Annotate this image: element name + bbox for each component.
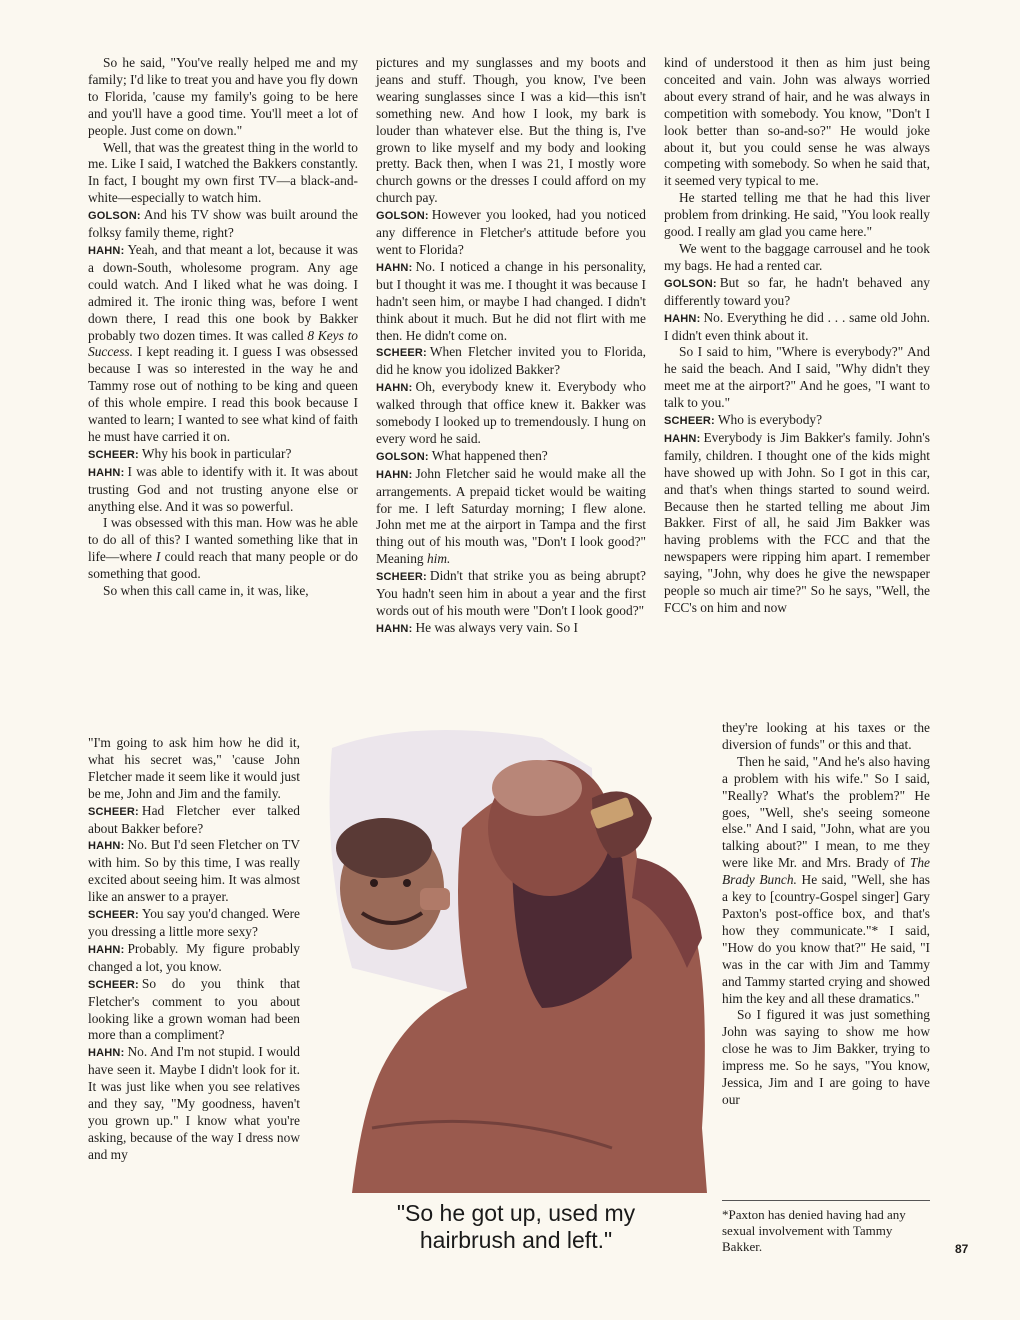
reflection-eye — [403, 879, 411, 887]
speaker-label: HAHN: — [376, 622, 413, 635]
paragraph: they're looking at his taxes or the diversion of funds" or this and that. — [722, 720, 930, 752]
question-text: You say you'd changed. Were you dressing a little more sexy? — [88, 906, 300, 939]
interview-answer — [88, 1044, 300, 1163]
interview-question — [376, 207, 646, 259]
question-text: Didn't that strike you as being abrupt? You hadn't seen him in about a year and the first words out of his mouth were "Don't I look good?" — [376, 568, 646, 618]
paragraph — [88, 515, 358, 583]
interview-answer — [376, 259, 646, 345]
interview-answer — [88, 242, 358, 446]
answer-text: He was always very vain. So I — [415, 619, 578, 635]
question-text: Why his book in particular? — [141, 445, 292, 461]
paragraph: So I figured it was just something John was saying to show me how close he was to Jim Bakker, trying to impress me. So he says, "You know, Jessica, Jim and I are going to have our — [722, 1007, 930, 1107]
paragraph: pictures and my sunglasses and my boots and jeans and stuff. Though, you know, I've been wearing sunglasses since I was a kid—this isn't something new. And how I look, my bark is louder than whatever else. But the thing is, I've grown to like myself and my body and looking pretty. Back then, when I was 21, I mostly wore church gowns or the dresses I could afford on my church pay. — [376, 55, 646, 206]
text: could reach that many people or do something that good. — [88, 549, 358, 582]
paragraph: So he said, "You've really helped me and my family; I'd like to treat you and have you fly down to Florida, 'cause my family's going to be here and you'll have a good time. You'll meet a lot of people. Just come on down." — [88, 55, 358, 138]
answer-text: John Fletcher said he would make all the arrangements. A prepaid ticket would be waiting for me. I left Saturday morning; I flew alone. John met me at the airport in Tampa and the first thing out of his mouth was, "Don't I look good?" Meaning — [376, 465, 646, 567]
reflection-hand — [420, 888, 450, 910]
speaker-label: HAHN: — [88, 244, 125, 257]
speaker-label: SCHEER: — [376, 571, 427, 584]
interview-question — [664, 412, 930, 430]
paragraph — [722, 754, 930, 1008]
speaker-label: SCHEER: — [88, 909, 139, 922]
interview-answer — [376, 620, 646, 638]
interview-question — [88, 803, 300, 838]
interview-answer — [88, 941, 300, 976]
text: Then he said, "And he's also having a problem with his wife." So I said, "Really? What's the problem?" He goes, "Well, she's seeing someone else." And I said, "John, what are you talking about?" I mean, to me they were like Mr. and Mrs. Brady of — [722, 753, 930, 871]
answer-text: Probably. My figure probably changed a lot, you know. — [88, 940, 300, 974]
interview-answer — [664, 310, 930, 345]
speaker-label: SCHEER: — [88, 978, 139, 991]
paragraph: We went to the baggage carrousel and he took my bags. He had a rented car. — [664, 240, 930, 273]
speaker-label: HAHN: — [88, 840, 125, 853]
interview-question — [88, 976, 300, 1045]
interview-answer — [88, 464, 358, 516]
column-3-continued — [722, 720, 930, 1109]
answer-text: No. Everything he did . . . same old John. I didn't even think about it. — [664, 309, 930, 343]
question-text: So do you think that Fletcher's comment to you about looking like a grown woman had been more than a compliment? — [88, 975, 300, 1043]
shaving-illustration — [292, 708, 720, 1193]
speaker-label: GOLSON: — [664, 277, 717, 290]
question-text: And his TV show was built around the folksy family theme, right? — [88, 207, 358, 241]
column-3 — [664, 55, 930, 617]
paragraph: So I said to him, "Where is everybody?" And he said the beach. And I said, "Why didn't they meet me at the airport?" And he goes, "I want to talk to you." — [664, 344, 930, 411]
answer-text: Oh, everybody knew it. Everybody who walked through that office knew it. Bakker was somebody I looked up to tremendously. I hung on every word he said. — [376, 379, 646, 446]
interview-question — [376, 344, 646, 379]
speaker-label: HAHN: — [376, 468, 413, 481]
question-text: When Fletcher invited you to Florida, did he know you idolized Bakker? — [376, 344, 646, 378]
answer-text: No. But I'd seen Fletcher on TV with him. So by this time, I was really excited about seeing him. It was almost like an answer to a prayer. — [88, 837, 300, 905]
speaker-label: GOLSON: — [376, 210, 429, 223]
interview-answer — [376, 466, 646, 568]
speaker-label: SCHEER: — [664, 415, 715, 428]
speaker-label: HAHN: — [88, 1047, 125, 1060]
paragraph: Well, that was the greatest thing in the world to me. Like I said, I watched the Bakkers constantly. In fact, I bought my own first TV—a black-and-white—especially to watch him. — [88, 139, 358, 206]
man-head-highlight — [492, 760, 582, 816]
text: He said, "Well, she has a key to [country-Gospel singer] Gary Paxton's post-office box, and that's how they communicate."* I said, "How do you know that?" He said, "I was in the car with Jim and Tammy and Tammy started crying and showed him the key and all these dramatics." — [722, 872, 930, 1006]
speaker-label: GOLSON: — [88, 210, 141, 223]
speaker-label: HAHN: — [376, 382, 413, 395]
answer-text: No. And I'm not stupid. I would have seen it. Maybe I didn't look for it. It was just like when you see relatives and they say, "My goodness, haven't you grown up." I know what you're asking, because of the way I dress now and my — [88, 1044, 300, 1162]
speaker-label: SCHEER: — [376, 347, 427, 360]
show-title: The Brady Bunch. — [722, 855, 930, 888]
answer-text: Yeah, and that meant a lot, because it was a down-South, wholesome program. Any age could watch. And I liked what he was doing. I admired it. The ironic thing was, before I went down there, I read this one book by Bakker probably two dozen times. It was called — [88, 241, 358, 343]
answer-text: I kept reading it. I guess I was obsessed because I was so interested in the way he and Tammy rose out of nothing to be king and queen of this whole empire. I read this book because I wanted to learn; I wanted to see what kind of faith he must have carried it on. — [88, 344, 358, 444]
interview-question — [88, 906, 300, 941]
speaker-label: GOLSON: — [376, 450, 429, 463]
interview-question — [376, 568, 646, 620]
emphasis: him. — [426, 551, 451, 567]
interview-answer — [664, 430, 930, 617]
speaker-label: SCHEER: — [88, 448, 139, 461]
interview-question — [88, 446, 358, 464]
paragraph: So when this call came in, it was, like, — [103, 583, 309, 599]
speaker-label: HAHN: — [376, 261, 413, 274]
reflection-hair — [336, 818, 432, 878]
answer-text: No. I noticed a change in his personality, but I thought it was me. I thought it was because I hadn't seen him, or maybe I had changed. I didn't think about it much. But he did not flirt with me then. He didn't come on. — [376, 258, 646, 343]
question-text: Who is everybody? — [717, 412, 823, 428]
interview-answer — [376, 379, 646, 448]
answer-text: Everybody is Jim Bakker's family. John's family, children. I thought one of the kids might have showed up with John. So I got in this car, and that's when things started to sound weird. Because then he started telling me about Jim Bakker. First of all, he said Jim Bakker was having problems with the FCC and that the newspapers were ripping him apart. I remember saying, "John, why does he give the newspaper people so much air time?" So he says, "Well, the FCC's on him and now — [664, 429, 930, 615]
question-text: But so far, he hadn't behaved any differently toward you? — [664, 274, 930, 308]
column-1 — [88, 55, 358, 600]
reflection-eye — [370, 879, 378, 887]
column-2 — [376, 55, 646, 638]
paragraph: kind of understood it then as him just being conceited and vain. John was always worried about every strand of hair, and he was always in competition with somebody. You know, "Don't I look better than so-and-so?" He would joke about it, but you could sense he was always competing with somebody. So when he said that, it seemed very typical to me. — [664, 55, 930, 189]
answer-text: I was able to identify with it. It was about trusting God and not trusting anyone else or anything else. And it was so powerful. — [88, 463, 358, 514]
emphasis: I — [156, 549, 161, 565]
speaker-label: HAHN: — [88, 943, 125, 956]
question-text: Had Fletcher ever talked about Bakker before? — [88, 802, 300, 836]
interview-question — [664, 275, 930, 310]
column-1-continued — [88, 735, 300, 1164]
question-text: However you looked, had you noticed any difference in Fletcher's attitude before you went to Florida? — [376, 207, 646, 257]
paragraph: "I'm going to ask him how he did it, what his secret was," 'cause John Fletcher made it seem like it would just be me, John and Jim and the family. — [88, 735, 300, 801]
speaker-label: HAHN: — [664, 432, 701, 445]
book-title: 8 Keys to Success. — [88, 327, 358, 360]
question-text: What happened then? — [431, 447, 548, 463]
interview-answer — [88, 837, 300, 906]
page-number: 87 — [955, 1242, 969, 1256]
text: I was obsessed with this man. How was he able to do all of this? I wanted something like that in life—where — [88, 515, 358, 565]
interview-question — [88, 207, 358, 242]
footnote: *Paxton has denied having had any sexual involvement with Tammy Bakker. — [722, 1200, 930, 1255]
interview-question — [376, 448, 646, 466]
speaker-label: HAHN: — [664, 312, 701, 325]
pull-quote-caption: "So he got up, used my hairbrush and left." — [396, 1200, 636, 1253]
speaker-label: HAHN: — [88, 466, 125, 479]
speaker-label: SCHEER: — [88, 805, 139, 818]
paragraph: He started telling me that he had this liver problem from drinking. He said, "You look really good. I really am glad you came here." — [664, 190, 930, 240]
